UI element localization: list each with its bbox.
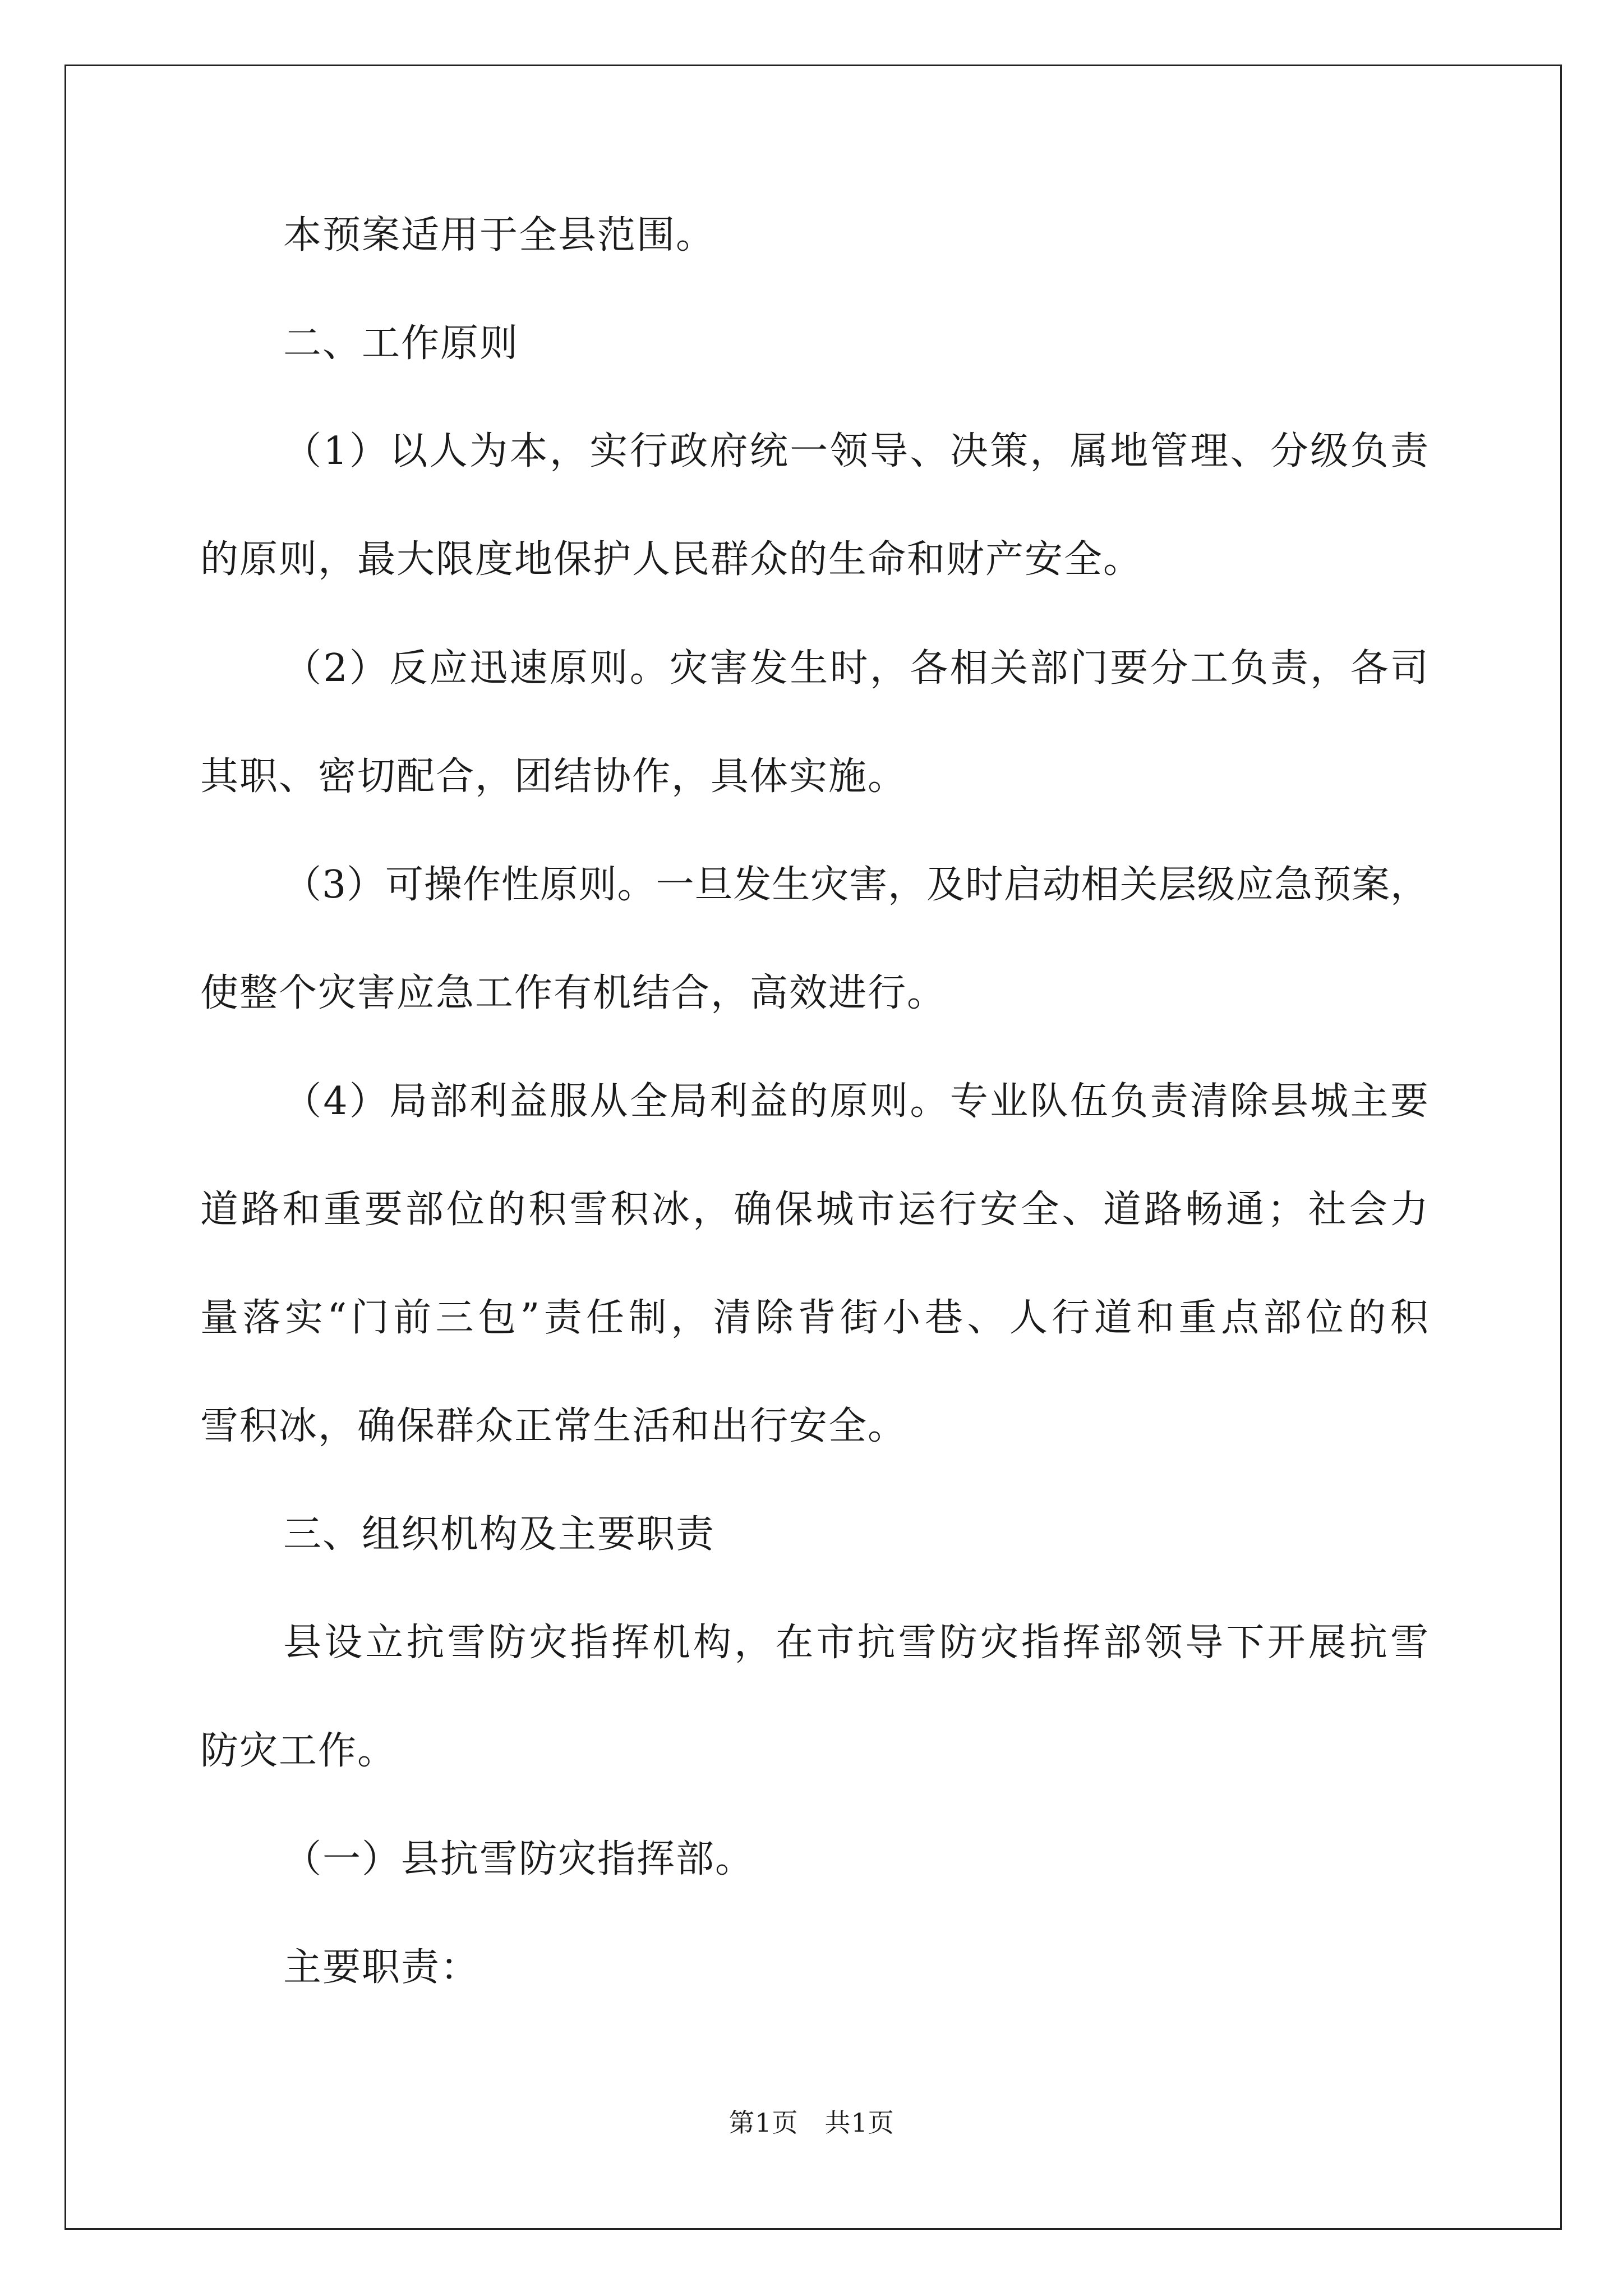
- principle-3-line-2: 使整个灾害应急工作有机结合，高效进行。: [200, 971, 947, 1015]
- principle-4-line-1: （4）局部利益服从全局利益的原则。专业队伍负责清除县城主要: [283, 1079, 1428, 1124]
- organization-line-2: 防灾工作。: [200, 1729, 397, 1773]
- principle-3-line-1: （3）可操作性原则。一旦发生灾害，及时启动相关层级应急预案，: [283, 863, 1428, 907]
- subheading-command: （一）县抗雪防灾指挥部。: [283, 1837, 755, 1881]
- principle-4-line-2: 道路和重要部位的积雪积冰，确保城市运行安全、道路畅通；社会力: [200, 1188, 1428, 1232]
- principle-4-line-4: 雪积冰，确保群众正常生活和出行安全。: [200, 1404, 907, 1448]
- heading-work-principles: 二、工作原则: [283, 321, 519, 366]
- principle-1-line-2: 的原则，最大限度地保护人民群众的生命和财产安全。: [200, 537, 1143, 582]
- organization-line-1: 县设立抗雪防灾指挥机构，在市抗雪防灾指挥部领导下开展抗雪: [283, 1621, 1428, 1665]
- main-duties-label: 主要职责：: [283, 1945, 480, 1990]
- principle-4-line-3: 量落实“门前三包”责任制，清除背街小巷、人行道和重点部位的积: [200, 1296, 1428, 1340]
- principle-2-line-2: 其职、密切配合，团结协作，具体实施。: [200, 754, 907, 799]
- page-border: [64, 65, 1562, 2230]
- page-footer: 第1页 共1页: [728, 2108, 895, 2138]
- paragraph-scope: 本预案适用于全县范围。: [283, 213, 716, 257]
- heading-organization: 三、组织机构及主要职责: [283, 1512, 716, 1557]
- principle-2-line-1: （2）反应迅速原则。灾害发生时，各相关部门要分工负责，各司: [283, 646, 1428, 691]
- principle-1-line-1: （1）以人为本，实行政府统一领导、决策，属地管理、分级负责: [283, 429, 1428, 473]
